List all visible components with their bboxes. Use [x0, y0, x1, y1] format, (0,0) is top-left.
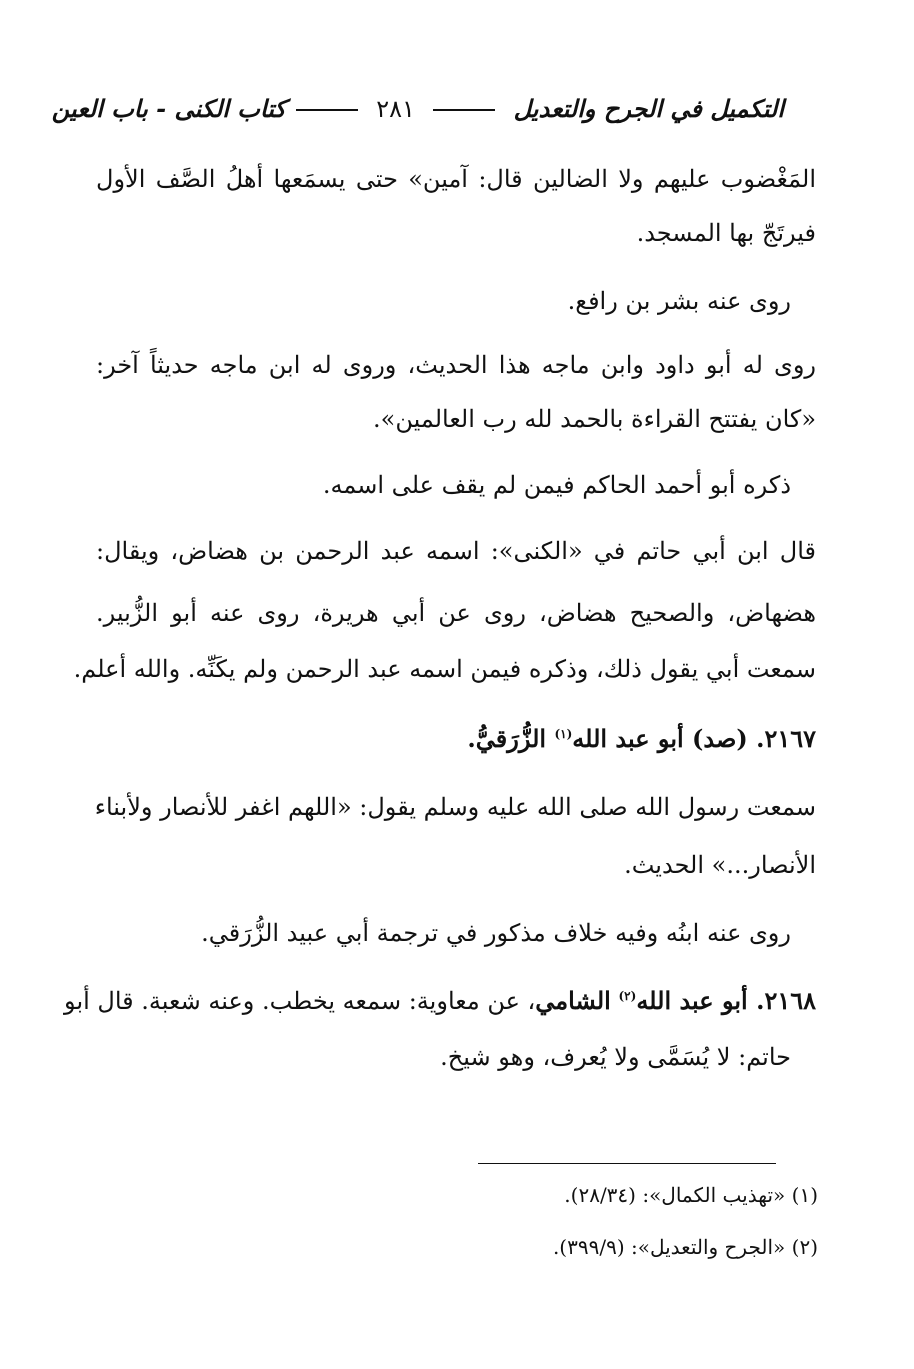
header-section: كتاب الكنى - باب العين — [51, 93, 286, 123]
footnote-ref[interactable]: (٢) — [618, 989, 637, 1003]
entry-heading-2167 — [96, 722, 816, 756]
text-line: ذكره أبو أحمد الحاكم فيمن لم يقف على اسمه. — [322, 471, 791, 499]
text-line: هضهاض، والصحيح هضاض، روى عن أبي هريرة، روى عنه أبو الزُّبير. — [96, 599, 816, 627]
footnote-ref[interactable]: (١) — [554, 727, 573, 741]
entry-text: ، عن معاوية: سمعه يخطب. وعنه شعبة. قال أبو — [64, 987, 536, 1015]
entry-name: الشامي — [535, 986, 611, 1015]
header-dash — [296, 109, 358, 111]
header-title: التكميل في الجرح والتعديل — [513, 93, 784, 123]
footnote: (٢) «الجرح والتعديل»: (٣٩٩/٩). — [552, 1235, 818, 1259]
entry-number-title: ٢١٦٧. (صد) أبو عبد الله — [572, 724, 816, 753]
entry-number-title: ٢١٦٨. أبو عبد الله — [636, 986, 816, 1015]
text-line: قال ابن أبي حاتم في «الكنى»: اسمه عبد الرحمن بن هضاض، ويقال: — [96, 537, 816, 565]
text-line: المَغْضوب عليهم ولا الضالين قال: آمين» حتى يسمَعها أهلُ الصَّف الأول — [96, 165, 816, 193]
text-line: سمعت رسول الله صلى الله عليه وسلم يقول: «اللهم اغفر للأنصار ولأبناء — [94, 793, 816, 821]
running-header — [51, 88, 784, 128]
header-dash — [433, 109, 495, 111]
text-line: روى عنه بشر بن رافع. — [567, 287, 791, 315]
footnote-divider — [478, 1163, 776, 1164]
page-number: ٢٨١ — [376, 94, 415, 123]
text-line: سمعت أبي يقول ذلك، وذكره فيمن اسمه عبد الرحمن ولم يكَنِّه. والله أعلم. — [73, 655, 816, 683]
entry-heading-2168 — [64, 984, 816, 1018]
text-line: «كان يفتتح القراءة بالحمد لله رب العالمين». — [373, 405, 816, 433]
text-line: روى عنه ابنُه وفيه خلاف مذكور في ترجمة أبي عبيد الزُّرَقي. — [201, 919, 791, 947]
footnote: (١) «تهذيب الكمال»: (٢٨/٣٤). — [564, 1183, 818, 1207]
text-line: حاتم: لا يُسَمَّى ولا يُعرف، وهو شيخ. — [440, 1043, 791, 1071]
text-line: فيرتَجّ بها المسجد. — [636, 219, 816, 247]
entry-name: الزُّرَقيُّ. — [467, 724, 547, 753]
text-line: روى له أبو داود وابن ماجه هذا الحديث، وروى له ابن ماجه حديثاً آخر: — [96, 351, 817, 379]
text-line: الأنصار...» الحديث. — [624, 851, 816, 879]
